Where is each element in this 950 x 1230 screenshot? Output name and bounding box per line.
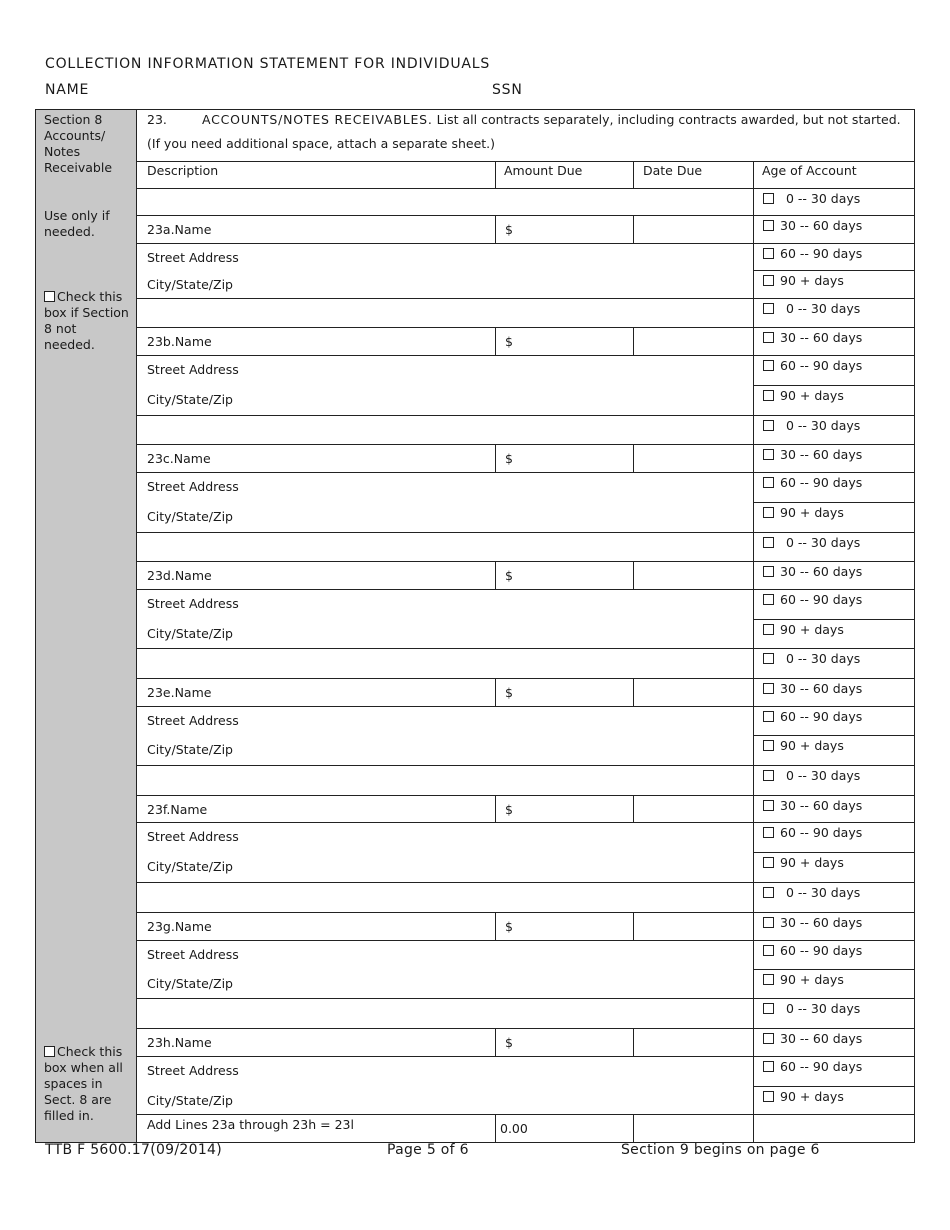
name-label: NAME — [45, 82, 90, 98]
entry-name-label: 23e.Name — [147, 685, 212, 700]
age-option[interactable] — [763, 825, 862, 840]
age-option[interactable] — [763, 447, 862, 462]
row-rule — [137, 589, 753, 590]
entry-name-label: 23h.Name — [147, 1035, 212, 1050]
entry-name-label: 23c.Name — [147, 451, 211, 466]
row-rule — [753, 502, 915, 503]
age-option-label: 30 -- 60 days — [780, 447, 863, 462]
col-description: Description — [147, 163, 219, 178]
age-checkbox[interactable] — [763, 449, 774, 460]
row-rule — [753, 472, 915, 473]
age-option-label: 30 -- 60 days — [780, 915, 863, 930]
age-checkbox[interactable] — [763, 917, 774, 928]
row-rule — [753, 270, 915, 271]
row-rule — [753, 355, 915, 356]
amount-currency: $ — [505, 802, 513, 817]
age-checkbox[interactable] — [763, 566, 774, 577]
age-checkbox[interactable] — [763, 740, 774, 751]
city-state-zip-label: City/State/Zip — [147, 859, 233, 874]
age-checkbox[interactable] — [763, 420, 774, 431]
row-rule — [753, 561, 915, 562]
row-rule — [137, 1056, 753, 1057]
row-rule — [753, 648, 915, 649]
age-option[interactable] — [763, 564, 862, 579]
age-checkbox[interactable] — [763, 1033, 774, 1044]
row-rule — [137, 472, 753, 473]
age-checkbox[interactable] — [763, 857, 774, 868]
row-rule — [137, 765, 753, 766]
city-state-zip-label: City/State/Zip — [147, 976, 233, 991]
age-option[interactable] — [763, 768, 860, 783]
item-heading: ACCOUNTS/NOTES RECEIVABLES. — [202, 112, 433, 127]
age-checkbox[interactable] — [763, 624, 774, 635]
row-rule — [137, 444, 753, 445]
city-state-zip-label: City/State/Zip — [147, 1093, 233, 1108]
row-rule — [137, 243, 753, 244]
col-rule — [633, 1114, 634, 1142]
age-checkbox[interactable] — [763, 683, 774, 694]
age-option[interactable] — [763, 218, 862, 233]
amount-currency: $ — [505, 919, 513, 934]
age-option-label: 60 -- 90 days — [780, 825, 863, 840]
age-checkbox[interactable] — [763, 360, 774, 371]
age-option[interactable] — [763, 418, 860, 433]
col-rule — [633, 561, 634, 589]
col-rule — [633, 1028, 634, 1056]
age-checkbox[interactable] — [763, 653, 774, 664]
row-rule — [753, 444, 915, 445]
age-checkbox[interactable] — [763, 390, 774, 401]
col-rule — [495, 1114, 496, 1142]
col-rule — [753, 161, 754, 188]
amount-currency: $ — [505, 451, 513, 466]
row-rule — [137, 706, 753, 707]
row-rule — [137, 355, 753, 356]
age-option-label: 0 -- 30 days — [786, 418, 861, 433]
col-rule — [495, 444, 496, 472]
col-rule — [495, 327, 496, 355]
age-checkbox[interactable] — [763, 248, 774, 259]
city-state-zip-label: City/State/Zip — [147, 277, 233, 292]
total-value: 0.00 — [500, 1121, 528, 1136]
row-rule — [753, 852, 915, 853]
age-checkbox[interactable] — [763, 537, 774, 548]
age-checkbox[interactable] — [763, 303, 774, 314]
age-option-label: 30 -- 60 days — [780, 564, 863, 579]
row-rule — [753, 1086, 915, 1087]
col-rule — [753, 765, 754, 882]
age-option[interactable] — [763, 855, 844, 870]
row-rule — [753, 589, 915, 590]
age-option-label: 0 -- 30 days — [786, 191, 861, 206]
amount-currency: $ — [505, 685, 513, 700]
section-not-needed-checkbox[interactable] — [44, 291, 55, 302]
col-age: Age of Account — [762, 163, 857, 178]
row-rule — [753, 243, 915, 244]
age-option[interactable] — [763, 1031, 862, 1046]
row-rule — [753, 619, 915, 620]
col-rule — [753, 882, 754, 998]
form-id: TTB F 5600.17(09/2014) — [45, 1142, 222, 1158]
age-option[interactable] — [763, 191, 860, 206]
row-rule — [753, 795, 915, 796]
age-option[interactable] — [763, 622, 844, 637]
row-rule — [137, 327, 753, 328]
col-rule — [633, 215, 634, 243]
row-rule — [753, 765, 915, 766]
col-rule — [495, 912, 496, 940]
col-rule — [495, 1028, 496, 1056]
age-option-label: 60 -- 90 days — [780, 709, 863, 724]
row-rule — [753, 998, 915, 999]
row-rule — [137, 215, 753, 216]
age-option[interactable] — [763, 592, 862, 607]
entry-name-label: 23d.Name — [147, 568, 212, 583]
form-title: COLLECTION INFORMATION STATEMENT FOR INDIVIDUALS — [45, 56, 491, 72]
street-address-label: Street Address — [147, 829, 239, 844]
age-option[interactable] — [763, 301, 860, 316]
col-rule — [633, 678, 634, 706]
amount-currency: $ — [505, 1035, 513, 1050]
row-rule — [137, 795, 753, 796]
amount-currency: $ — [505, 568, 513, 583]
age-option[interactable] — [763, 681, 862, 696]
row-rule — [137, 998, 753, 999]
col-rule — [753, 298, 754, 415]
page-number: Page 5 of 6 — [387, 1142, 469, 1158]
row-rule — [137, 188, 915, 189]
section-not-needed-check[interactable]: Check this box if Section 8 not needed. — [44, 289, 129, 352]
age-option[interactable] — [763, 505, 844, 520]
age-option-label: 30 -- 60 days — [780, 218, 863, 233]
age-checkbox[interactable] — [763, 1061, 774, 1072]
age-checkbox[interactable] — [763, 220, 774, 231]
age-option-label: 0 -- 30 days — [786, 885, 861, 900]
street-address-label: Street Address — [147, 713, 239, 728]
age-option-label: 30 -- 60 days — [780, 330, 863, 345]
item-heading-line — [202, 112, 901, 127]
col-rule — [495, 678, 496, 706]
row-rule — [753, 298, 915, 299]
age-option-label: 60 -- 90 days — [780, 943, 863, 958]
age-option-label: 30 -- 60 days — [780, 1031, 863, 1046]
city-state-zip-label: City/State/Zip — [147, 742, 233, 757]
row-rule — [753, 1056, 915, 1057]
row-rule — [753, 678, 915, 679]
age-option-label: 90 + days — [780, 972, 844, 987]
use-only-note: Use only if needed. — [44, 208, 110, 239]
col-amount-due: Amount Due — [504, 163, 583, 178]
row-rule — [137, 532, 753, 533]
city-state-zip-label: City/State/Zip — [147, 626, 233, 641]
row-rule — [753, 415, 915, 416]
city-state-zip-label: City/State/Zip — [147, 392, 233, 407]
col-rule — [753, 998, 754, 1114]
col-rule — [753, 188, 754, 298]
row-rule — [137, 561, 753, 562]
amount-currency: $ — [505, 222, 513, 237]
age-option[interactable] — [763, 358, 862, 373]
col-rule — [495, 215, 496, 243]
row-rule — [753, 822, 915, 823]
age-checkbox[interactable] — [763, 974, 774, 985]
col-rule — [633, 795, 634, 822]
col-rule — [495, 161, 496, 188]
age-option-label: 90 + days — [780, 855, 844, 870]
age-option[interactable] — [763, 1059, 862, 1074]
age-checkbox[interactable] — [763, 332, 774, 343]
age-option[interactable] — [763, 1001, 860, 1016]
row-rule — [753, 940, 915, 941]
street-address-label: Street Address — [147, 596, 239, 611]
age-option-label: 60 -- 90 days — [780, 358, 863, 373]
age-checkbox[interactable] — [763, 887, 774, 898]
row-rule — [137, 648, 753, 649]
row-rule — [753, 735, 915, 736]
all-filled-checkbox[interactable] — [44, 1046, 55, 1057]
amount-currency: $ — [505, 334, 513, 349]
age-checkbox[interactable] — [763, 477, 774, 488]
row-rule — [137, 1028, 753, 1029]
age-option-label: 60 -- 90 days — [780, 475, 863, 490]
street-address-label: Street Address — [147, 250, 239, 265]
row-rule — [753, 327, 915, 328]
row-rule — [137, 298, 753, 299]
col-rule — [633, 444, 634, 472]
age-checkbox[interactable] — [763, 711, 774, 722]
item-instruction: List all contracts separately, including contracts awarded, but not started. — [436, 112, 901, 127]
entry-name-label: 23b.Name — [147, 334, 212, 349]
row-rule — [137, 1114, 915, 1115]
age-option[interactable] — [763, 798, 862, 813]
total-label: Add Lines 23a through 23h = 23l — [147, 1117, 354, 1132]
row-rule — [137, 912, 753, 913]
age-option-label: 90 + days — [780, 273, 844, 288]
age-option-label: 30 -- 60 days — [780, 798, 863, 813]
col-date-due: Date Due — [643, 163, 703, 178]
age-option[interactable] — [763, 738, 844, 753]
col-rule — [753, 415, 754, 532]
age-option[interactable] — [763, 972, 844, 987]
row-rule — [753, 1028, 915, 1029]
age-option-label: 0 -- 30 days — [786, 1001, 861, 1016]
age-option[interactable] — [763, 475, 862, 490]
row-rule — [753, 882, 915, 883]
age-checkbox[interactable] — [763, 1003, 774, 1014]
age-option[interactable] — [763, 943, 862, 958]
age-option[interactable] — [763, 1089, 844, 1104]
entry-name-label: 23f.Name — [147, 802, 208, 817]
item-number: 23. — [147, 112, 167, 127]
entry-name-label: 23g.Name — [147, 919, 212, 934]
ssn-label: SSN — [492, 82, 523, 98]
age-option-label: 0 -- 30 days — [786, 301, 861, 316]
age-checkbox[interactable] — [763, 827, 774, 838]
age-option-label: 90 + days — [780, 622, 844, 637]
col-rule — [753, 648, 754, 765]
age-option[interactable] — [763, 885, 860, 900]
age-checkbox[interactable] — [763, 193, 774, 204]
col-rule — [633, 161, 634, 188]
age-checkbox[interactable] — [763, 800, 774, 811]
age-option[interactable] — [763, 535, 860, 550]
row-rule — [137, 822, 753, 823]
row-rule — [137, 882, 753, 883]
age-checkbox[interactable] — [763, 945, 774, 956]
col-rule — [753, 1114, 754, 1142]
street-address-label: Street Address — [147, 479, 239, 494]
row-rule — [137, 940, 753, 941]
age-option-label: 0 -- 30 days — [786, 768, 861, 783]
age-option-label: 0 -- 30 days — [786, 535, 861, 550]
city-state-zip-label: City/State/Zip — [147, 509, 233, 524]
age-checkbox[interactable] — [763, 275, 774, 286]
age-option[interactable] — [763, 330, 862, 345]
age-checkbox[interactable] — [763, 1091, 774, 1102]
col-rule — [633, 912, 634, 940]
age-option-label: 60 -- 90 days — [780, 246, 863, 261]
col-rule — [633, 327, 634, 355]
row-rule — [753, 532, 915, 533]
age-option-label: 90 + days — [780, 388, 844, 403]
street-address-label: Street Address — [147, 362, 239, 377]
row-rule — [753, 912, 915, 913]
age-option-label: 60 -- 90 days — [780, 592, 863, 607]
section-8-title: Section 8 Accounts/ Notes Receivable — [44, 112, 113, 175]
entry-name-label: 23a.Name — [147, 222, 212, 237]
row-rule — [753, 215, 915, 216]
age-checkbox[interactable] — [763, 594, 774, 605]
col-rule — [495, 795, 496, 822]
street-address-label: Street Address — [147, 947, 239, 962]
age-option[interactable] — [763, 273, 844, 288]
row-rule — [137, 678, 753, 679]
age-option-label: 90 + days — [780, 1089, 844, 1104]
all-filled-check[interactable]: Check this box when all spaces in Sect. 8 are filled in. — [44, 1044, 123, 1123]
item-note: (If you need additional space, attach a separate sheet.) — [147, 136, 496, 151]
age-option[interactable] — [763, 915, 862, 930]
row-rule — [753, 385, 915, 386]
age-option[interactable] — [763, 246, 862, 261]
col-rule — [495, 561, 496, 589]
age-option-label: 0 -- 30 days — [786, 651, 861, 666]
age-option-label: 90 + days — [780, 505, 844, 520]
age-option[interactable] — [763, 388, 844, 403]
age-option[interactable] — [763, 709, 862, 724]
row-rule — [753, 969, 915, 970]
row-rule — [753, 706, 915, 707]
age-checkbox[interactable] — [763, 507, 774, 518]
street-address-label: Street Address — [147, 1063, 239, 1078]
row-rule — [137, 415, 753, 416]
next-section-note: Section 9 begins on page 6 — [621, 1142, 820, 1158]
age-option-label: 60 -- 90 days — [780, 1059, 863, 1074]
age-option[interactable] — [763, 651, 860, 666]
col-rule — [753, 532, 754, 648]
age-checkbox[interactable] — [763, 770, 774, 781]
age-option-label: 90 + days — [780, 738, 844, 753]
age-option-label: 30 -- 60 days — [780, 681, 863, 696]
row-rule — [137, 161, 915, 162]
